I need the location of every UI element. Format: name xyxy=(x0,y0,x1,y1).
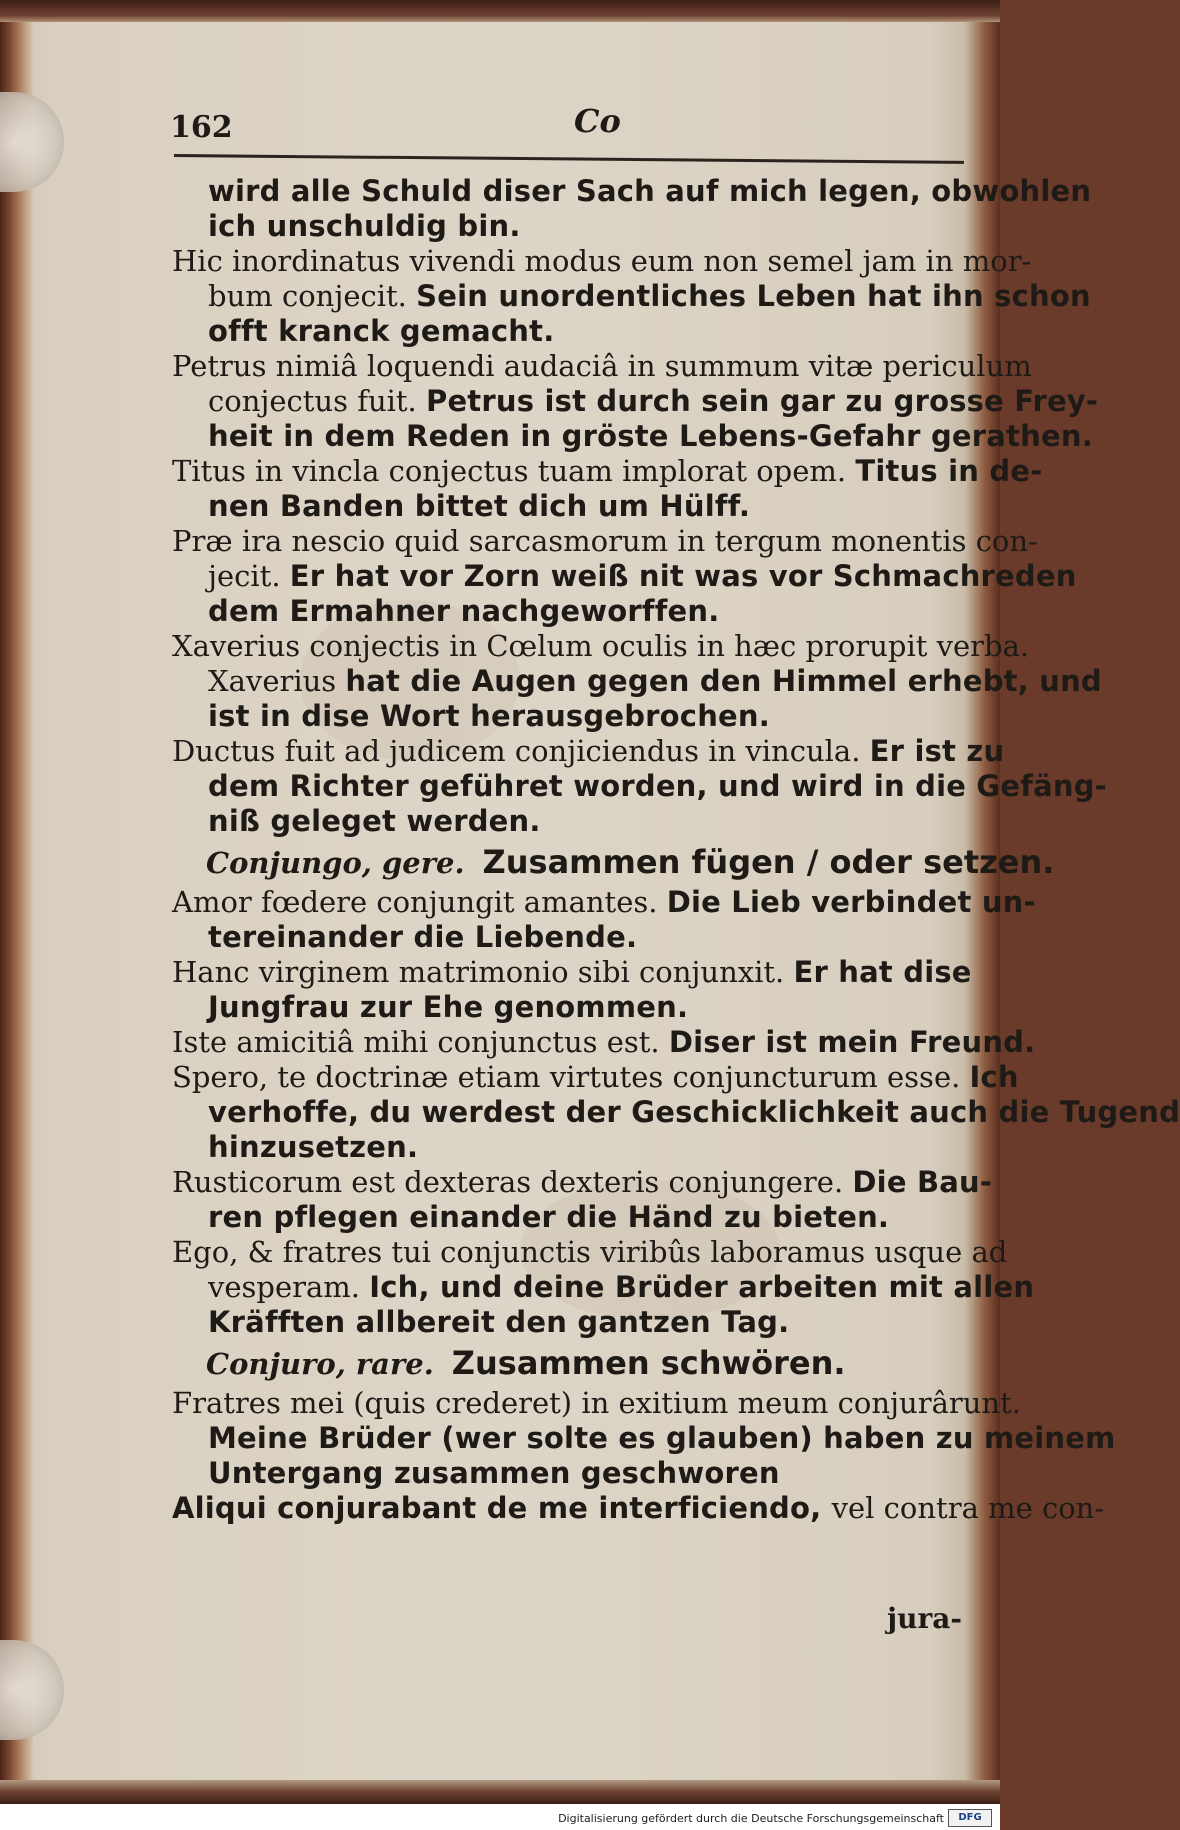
latin-text: Iste amicitiâ mihi conjunctus est. xyxy=(172,1025,669,1059)
german-text: Untergang zusammen geschworen xyxy=(208,1456,780,1490)
german-text: hat die Augen gegen den Himmel erhebt, und xyxy=(345,664,1102,698)
latin-text: vesperam. xyxy=(208,1270,370,1304)
text-line xyxy=(172,1095,1180,1130)
german-text: Die Bau- xyxy=(852,1165,993,1199)
text-line xyxy=(172,1305,977,1340)
german-text: tereinander die Liebende. xyxy=(208,920,638,954)
text-line xyxy=(172,1200,977,1235)
latin-text: Spero, te doctrinæ etiam virtutes conjuncturum esse. xyxy=(172,1060,970,1094)
text-line xyxy=(172,1130,977,1165)
header-rule xyxy=(174,154,964,164)
german-text: Petrus ist durch sein gar zu grosse Frey- xyxy=(425,384,1099,418)
text-line xyxy=(172,244,1032,279)
text-line xyxy=(172,1270,1035,1305)
dfg-logo: DFG xyxy=(948,1809,992,1827)
text-line xyxy=(172,1491,1105,1526)
book-clasp-top xyxy=(0,92,64,192)
headword-german: Zusammen schwören. xyxy=(451,1344,846,1382)
latin-text: Amor fœdere conjungit amantes. xyxy=(172,885,667,919)
text-line xyxy=(172,1165,993,1200)
german-text: ren pflegen einander die Händ zu bieten. xyxy=(208,1200,890,1234)
text-line xyxy=(172,1025,1036,1060)
text-line xyxy=(172,419,1093,454)
german-text: Ich, und deine Brüder arbeiten mit allen xyxy=(369,1270,1035,1304)
text-line xyxy=(172,279,1091,314)
text-line xyxy=(172,594,977,629)
german-text: Er hat vor Zorn weiß nit was vor Schmachreden xyxy=(289,559,1077,593)
text-line xyxy=(172,990,977,1025)
german-text: Er hat dise xyxy=(793,955,972,989)
latin-text: conjectus fuit. xyxy=(208,384,426,418)
latin-text: Rusticorum est dexteras dexteris conjungere. xyxy=(172,1165,853,1199)
german-text: offt kranck gemacht. xyxy=(208,314,555,348)
latin-text: Titus in vincla conjectus tuam implorat opem. xyxy=(172,454,856,488)
headword-german: Zusammen fügen / oder setzen. xyxy=(482,843,1055,881)
text-line xyxy=(172,1060,1019,1095)
book-top-edge xyxy=(0,0,1000,22)
entry-headword xyxy=(172,1340,977,1386)
german-text: Ich xyxy=(969,1060,1019,1094)
german-text: Meine Brüder (wer solte es glauben) haben zu meinem xyxy=(208,1421,1116,1455)
german-text: hinzusetzen. xyxy=(208,1130,419,1164)
text-line xyxy=(172,629,1030,664)
text-line xyxy=(172,1421,1116,1456)
latin-text: jecit. xyxy=(208,559,290,593)
entry-headword xyxy=(172,839,1055,885)
text-line xyxy=(172,1386,1021,1421)
text-line xyxy=(172,209,977,244)
german-text: ist in dise Wort herausgebrochen. xyxy=(208,699,770,733)
text-line xyxy=(172,1456,977,1491)
german-text: dem Ermahner nachgeworffen. xyxy=(208,594,720,628)
latin-text: Hic inordinatus vivendi modus eum non semel jam in mor- xyxy=(172,244,1032,278)
latin-text: Petrus nimiâ loquendi audaciâ in summum vitæ periculum xyxy=(172,349,1032,383)
german-text: nen Banden bittet dich um Hülff. xyxy=(208,489,751,523)
text-line xyxy=(172,559,1077,594)
latin-text: Xaverius conjectis in Cœlum oculis in hæc prorupit verba. xyxy=(172,629,1030,663)
footer-credit: Digitalisierung gefördert durch die Deutsche Forschungsgemeinschaft xyxy=(558,1812,944,1825)
german-text: Aliqui conjurabant de me interficiendo, xyxy=(172,1491,832,1525)
running-head: Co xyxy=(574,102,621,140)
latin-text: Ductus fuit ad judicem conjiciendus in vincula. xyxy=(172,734,870,768)
german-text: Die Lieb verbindet un- xyxy=(666,885,1036,919)
text-line xyxy=(172,314,977,349)
text-line xyxy=(172,454,1043,489)
german-text: wird alle Schuld diser Sach auf mich legen, obwohlen xyxy=(208,174,1092,208)
headword-latin: Conjungo, gere. xyxy=(206,846,465,880)
text-line xyxy=(172,489,977,524)
latin-text: Fratres mei (quis crederet) in exitium meum conjurârunt. xyxy=(172,1386,1021,1420)
latin-text: vel contra me con- xyxy=(831,1491,1105,1525)
text-line xyxy=(172,1235,1008,1270)
page-header xyxy=(172,102,982,152)
german-text: verhoffe, du werdest der Geschicklichkeit auch die Tugend xyxy=(208,1095,1180,1129)
text-line xyxy=(172,664,1102,699)
german-text: Er ist zu xyxy=(869,734,1005,768)
dictionary-entries xyxy=(172,174,1180,1526)
german-text: niß geleget werden. xyxy=(208,804,541,838)
latin-text: Hanc virginem matrimonio sibi conjunxit. xyxy=(172,955,794,989)
dictionary-page xyxy=(170,90,1180,1780)
text-line xyxy=(172,174,1092,209)
text-line xyxy=(172,885,1036,920)
german-text: Diser ist mein Freund. xyxy=(668,1025,1036,1059)
catchword: jura- xyxy=(886,1602,962,1635)
text-line xyxy=(172,384,1099,419)
text-line xyxy=(172,804,977,839)
text-line xyxy=(172,524,1038,559)
text-line xyxy=(172,349,1032,384)
text-line xyxy=(172,769,1107,804)
text-line xyxy=(172,920,977,955)
headword-latin: Conjuro, rare. xyxy=(206,1347,434,1381)
book-clasp-bottom xyxy=(0,1640,64,1740)
german-text: Sein unordentliches Leben hat ihn schon xyxy=(416,279,1091,313)
text-line xyxy=(172,699,977,734)
latin-text: bum conjecit. xyxy=(208,279,417,313)
german-text: dem Richter geführet worden, und wird in die Gefäng- xyxy=(208,769,1107,803)
german-text: Kräfften allbereit den gantzen Tag. xyxy=(208,1305,790,1339)
latin-text: Præ ira nescio quid sarcasmorum in tergum monentis con- xyxy=(172,524,1038,558)
text-line xyxy=(172,734,1005,769)
latin-text: Ego, & fratres tui conjunctis viribûs laboramus usque ad xyxy=(172,1235,1008,1269)
book-bottom-edge xyxy=(0,1780,1000,1804)
page-number: 162 xyxy=(170,110,233,145)
latin-text: Xaverius xyxy=(208,664,346,698)
german-text: ich unschuldig bin. xyxy=(208,209,521,243)
text-line xyxy=(172,955,977,990)
german-text: heit in dem Reden in gröste Lebens-Gefahr gerathen. xyxy=(208,419,1093,453)
german-text: Jungfrau zur Ehe genommen. xyxy=(208,990,689,1024)
german-text: Titus in de- xyxy=(855,454,1043,488)
